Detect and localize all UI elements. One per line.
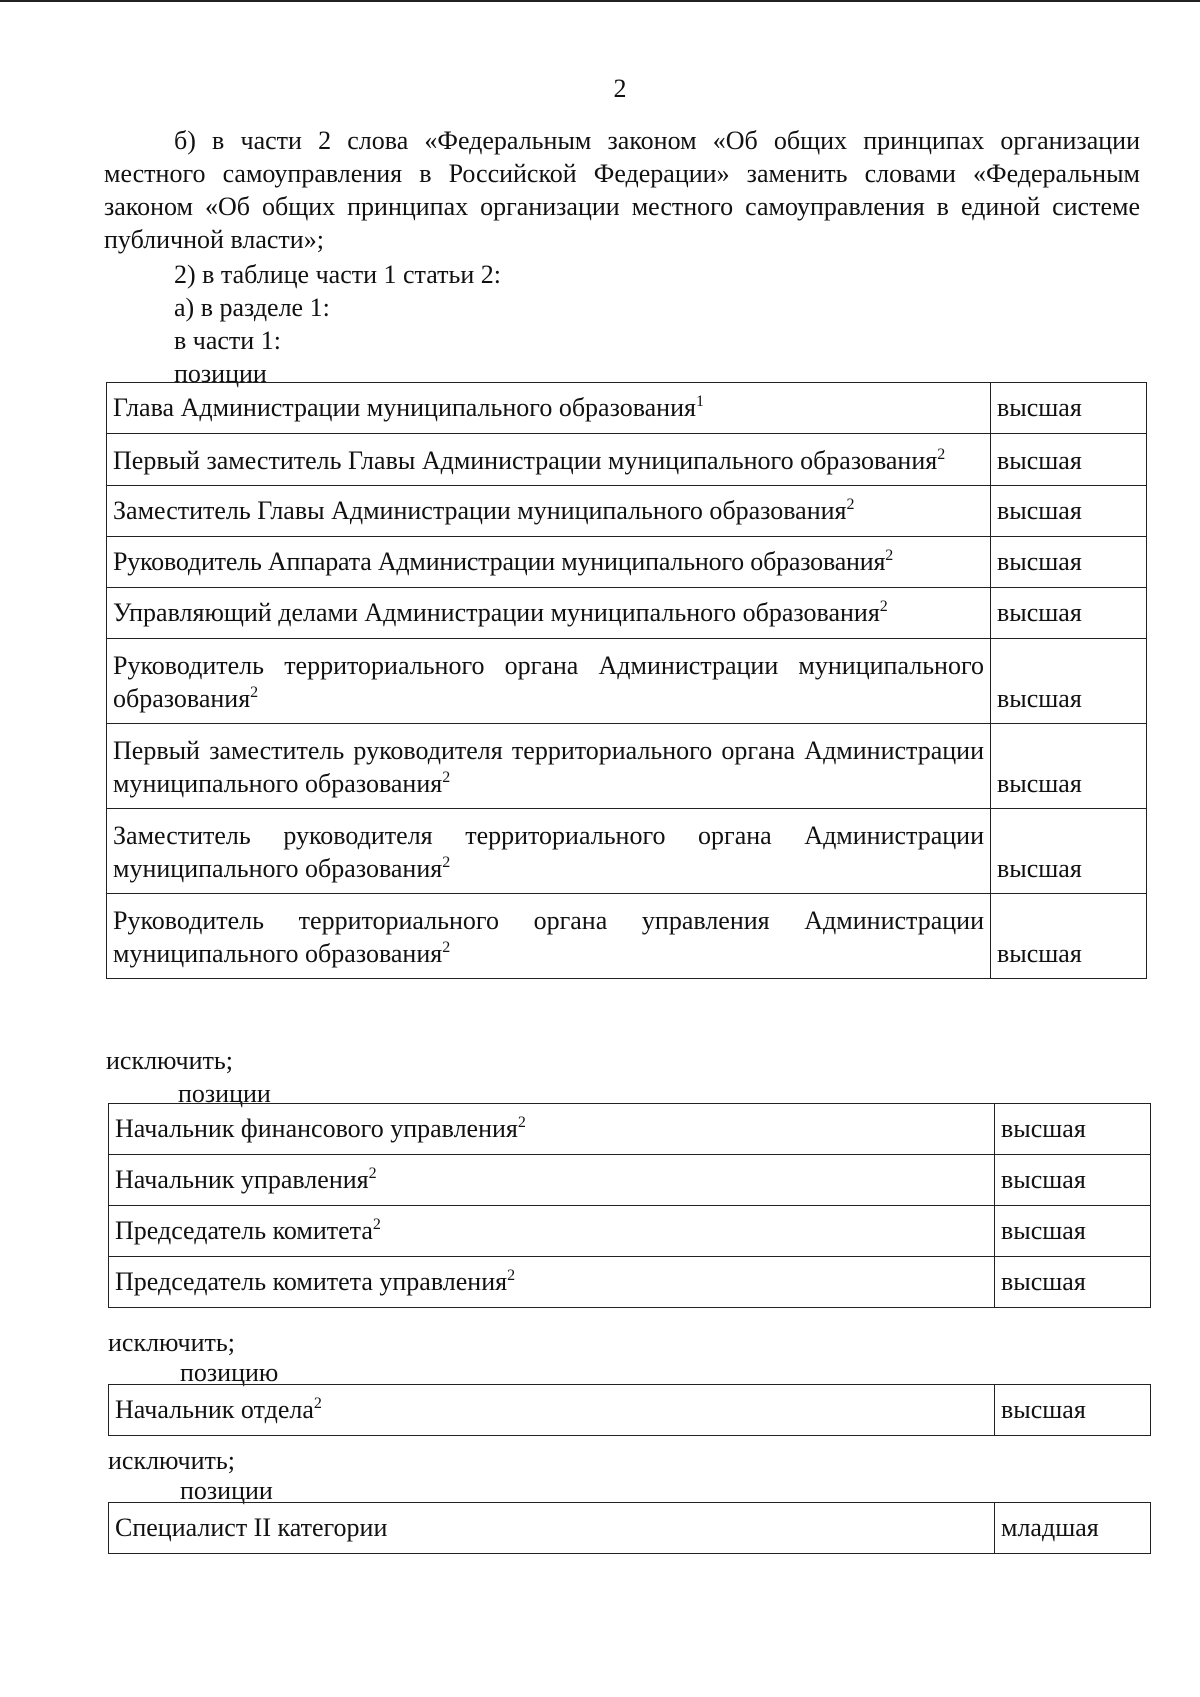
positions-table-2 — [108, 1103, 1151, 1308]
paragraph-a: а) в разделе 1: — [174, 293, 330, 322]
category-cell: младшая — [995, 1503, 1151, 1554]
section-1-outro: исключить; — [106, 1046, 233, 1075]
category-cell: высшая — [991, 486, 1147, 537]
positions-table-3 — [108, 1384, 1151, 1436]
category-cell: высшая — [995, 1385, 1151, 1436]
table-row — [107, 486, 1147, 537]
table-row — [109, 1503, 1151, 1554]
section-3-intro: позицию — [180, 1358, 279, 1387]
paragraph-b — [104, 124, 1140, 256]
table-row — [109, 1155, 1151, 1206]
position-name-cell: Начальник финансового управления$^2$ — [109, 1104, 995, 1155]
position-name-cell: Руководитель территориального органа управления Администрации муниципального образования$^2$ — [107, 894, 991, 979]
category-cell: высшая — [995, 1206, 1151, 1257]
position-name-cell: Заместитель Главы Администрации муниципального образования$^2$ — [107, 486, 991, 537]
category-cell: высшая — [995, 1257, 1151, 1308]
paragraph-b-text: б) в части 2 слова «Федеральным законом «Об общих принципах организации местного самоуправления в Российской Федерации» заменить словами «Федеральным законом «Об общих принципах организации местного самоуправления в единой системе публичной власти»; — [104, 126, 1140, 254]
position-name-cell: Управляющий делами Администрации муниципального образования$^2$ — [107, 588, 991, 639]
position-name-cell: Специалист II категории — [109, 1503, 995, 1554]
category-cell: высшая — [991, 434, 1147, 486]
category-cell: высшая — [991, 383, 1147, 434]
table-row — [107, 588, 1147, 639]
table-row — [107, 434, 1147, 486]
scan-top-border — [0, 0, 1200, 2]
position-name-cell: Руководитель Аппарата Администрации муниципального образования$^2$ — [107, 537, 991, 588]
section-2-intro: позиции — [178, 1079, 271, 1108]
category-cell: высшая — [991, 588, 1147, 639]
category-cell: высшая — [991, 537, 1147, 588]
table-row — [107, 383, 1147, 434]
position-name-cell: Начальник управления$^2$ — [109, 1155, 995, 1206]
position-name-cell: Первый заместитель руководителя территориального органа Администрации муниципального образования$^2$ — [107, 724, 991, 809]
table-row — [107, 724, 1147, 809]
position-name-cell: Председатель комитета$^2$ — [109, 1206, 995, 1257]
position-name-cell: Руководитель территориального органа Администрации муниципального образования$^2$ — [107, 639, 991, 724]
position-name-cell: Начальник отдела$^2$ — [109, 1385, 995, 1436]
page-number: 2 — [613, 74, 627, 103]
position-name-cell: Заместитель руководителя территориального органа Администрации муниципального образования$^2$ — [107, 809, 991, 894]
position-name-cell: Председатель комитета управления$^2$ — [109, 1257, 995, 1308]
table-row — [107, 639, 1147, 724]
table-row — [109, 1206, 1151, 1257]
category-cell: высшая — [991, 639, 1147, 724]
section-2-outro: исключить; — [108, 1328, 235, 1357]
category-cell: высшая — [991, 809, 1147, 894]
positions-table-4 — [108, 1502, 1151, 1554]
table-row — [109, 1104, 1151, 1155]
category-cell: высшая — [995, 1104, 1151, 1155]
table-row — [109, 1385, 1151, 1436]
paragraph-part-1: в части 1: — [174, 326, 281, 355]
section-3-outro: исключить; — [108, 1446, 235, 1475]
section-1-intro: позиции — [174, 359, 267, 388]
table-row — [107, 809, 1147, 894]
position-name-cell: Глава Администрации муниципального образования$^1$ — [107, 383, 991, 434]
table-row — [109, 1257, 1151, 1308]
table-row — [107, 894, 1147, 979]
positions-table-1 — [106, 382, 1147, 979]
paragraph-2: 2) в таблице части 1 статьи 2: — [174, 260, 501, 289]
category-cell: высшая — [991, 724, 1147, 809]
table-row — [107, 537, 1147, 588]
position-name-cell: Первый заместитель Главы Администрации муниципального образования$^2$ — [107, 434, 991, 486]
section-4-intro: позиции — [180, 1476, 273, 1505]
category-cell: высшая — [995, 1155, 1151, 1206]
category-cell: высшая — [991, 894, 1147, 979]
